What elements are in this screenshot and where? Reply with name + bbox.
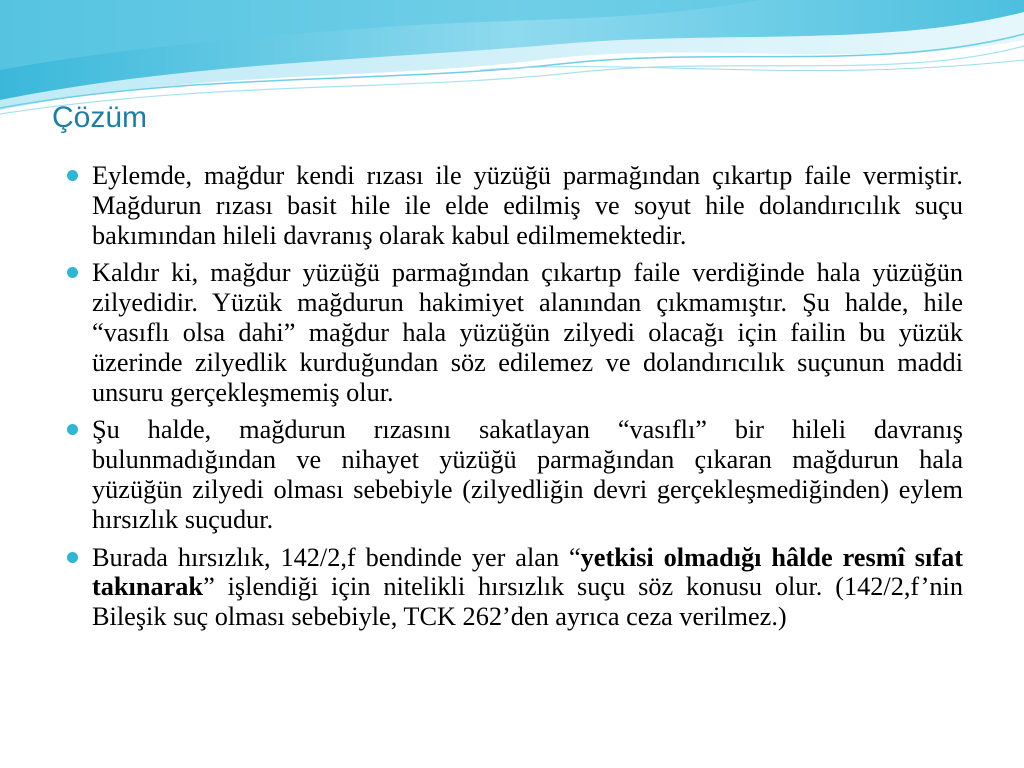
bullet-dot-icon [67, 552, 78, 563]
bullet-dot-icon [67, 424, 78, 435]
bullet-bold-phrase: yetkisi olmadığı hâlde resmî sıfat takınarak [92, 542, 963, 602]
bullet-dot-icon [67, 170, 78, 181]
bullet-item [92, 543, 963, 632]
bullet-item [92, 258, 963, 407]
bullet-list [92, 161, 963, 640]
bullet-dot-icon [67, 267, 78, 278]
bullet-text-before: Burada hırsızlık, 142/2,f bendinde yer alan “ [92, 542, 581, 572]
wave-header-decoration [0, 0, 1024, 120]
slide-title: Çözüm [52, 101, 148, 134]
bullet-text: Şu halde, mağdurun rızasını sakatlayan “vasıflı” bir hileli davranış bulunmadığından ve nihayet yüzüğü parmağından çıkaran mağdurun hala yüzüğün zilyedi olması sebebiyle (zilyedliğin devri gerçekleşmediğinden) eylem hırsızlık suçudur. [92, 415, 963, 534]
bullet-item [92, 161, 963, 250]
bullet-text: Eylemde, mağdur kendi rızası ile yüzüğü parmağından çıkartıp faile vermiştir. Mağdurun rızası basit hile ile elde edilmiş ve soyut hile dolandırıcılık suçu bakımından hileli davranış olarak kabul edilmemektedir. [92, 161, 963, 250]
bullet-text: Kaldır ki, mağdur yüzüğü parmağından çıkartıp faile verdiğinde hala yüzüğün zilyedidir. Yüzük mağdurun hakimiyet alanından çıkmamıştır. Şu halde, hile “vasıflı olsa dahi” mağdur hala yüzüğün zilyedi olacağı için failin bu yüzük üzerinde zilyedlik kurduğundan söz edilemez ve dolandırıcılık suçunun maddi unsuru gerçekleşmemiş olur. [92, 258, 963, 407]
bullet-item [92, 415, 963, 534]
bullet-text-after: ” işlendiği için nitelikli hırsızlık suçu söz konusu olur. (142/2,f’nin Bileşik suç olması sebebiyle, TCK 262’den ayrıca ceza verilmez.) [92, 572, 963, 632]
